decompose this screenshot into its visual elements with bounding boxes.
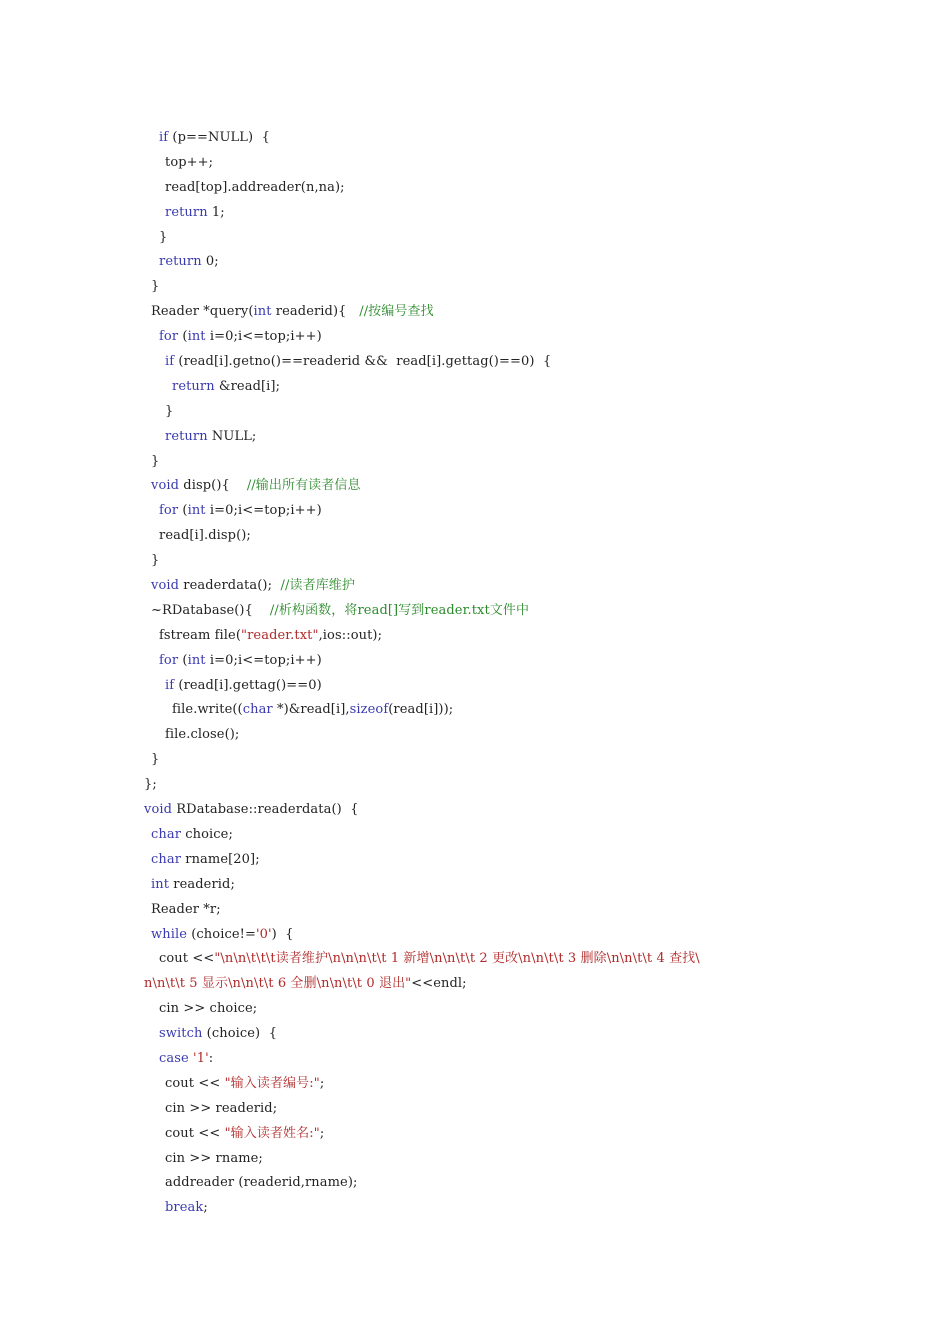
code-keyword: int [187, 329, 206, 345]
code-text: ( [178, 329, 188, 345]
code-text: (read[i])); [388, 702, 454, 718]
code-text: (read[i].getno()==readerid && read[i].gettag()==0) { [174, 354, 552, 370]
code-text: ; [203, 1200, 208, 1216]
code-keyword: sizeof [349, 702, 389, 718]
code-keyword: int [187, 652, 206, 668]
code-text: addreader (readerid,rname); [165, 1175, 358, 1191]
code-text: (read[i].gettag()==0) [174, 677, 322, 693]
code-comment: //读者库维护 [280, 578, 355, 594]
code-text: RDatabase::readerdata() { [172, 802, 359, 818]
code-line [0, 823, 950, 848]
code-line [0, 674, 950, 699]
code-line [0, 499, 950, 524]
code-line [0, 1072, 950, 1097]
code-text: Reader *query( [151, 304, 254, 320]
code-keyword: void [151, 478, 180, 494]
code-text: disp(){ [179, 478, 247, 494]
code-text: read[i].disp(); [159, 528, 251, 544]
code-keyword: char [151, 826, 182, 842]
code-text: } [151, 752, 160, 768]
code-line [0, 350, 950, 375]
code-line [0, 250, 950, 275]
code-text: fstream file( [159, 627, 242, 643]
code-line [0, 649, 950, 674]
code-text: &read[i]; [214, 378, 281, 394]
code-keyword: int [253, 304, 272, 320]
code-keyword: switch [159, 1026, 203, 1042]
code-line [0, 574, 950, 599]
code-keyword: int [187, 503, 206, 519]
code-line [0, 275, 950, 300]
code-line [0, 151, 950, 176]
code-line [0, 624, 950, 649]
code-keyword: while [151, 926, 188, 942]
code-text: } [151, 553, 160, 569]
code-block [0, 126, 950, 1221]
code-text: } [151, 279, 160, 295]
code-line [0, 126, 950, 151]
code-keyword: return [165, 428, 208, 444]
code-keyword: char [151, 851, 182, 867]
code-keyword: if [159, 130, 169, 145]
code-text: : [208, 1050, 214, 1066]
code-line [0, 1196, 950, 1221]
code-line [0, 748, 950, 773]
code-text: i=0;i<=top;i++) [205, 652, 322, 668]
code-text: readerid){ [271, 304, 360, 320]
code-line [0, 997, 950, 1022]
code-text: cout << [159, 951, 215, 967]
code-keyword: void [151, 578, 180, 594]
code-line [0, 773, 950, 798]
code-line [0, 300, 950, 325]
code-keyword: for [159, 503, 179, 519]
code-text: file.write(( [172, 702, 243, 718]
code-string: '1' [193, 1050, 209, 1066]
code-line [0, 425, 950, 450]
code-text: ; [319, 1125, 325, 1141]
code-keyword: if [165, 677, 175, 693]
code-text: read[top].addreader(n,na); [165, 179, 345, 195]
code-keyword: break [165, 1200, 204, 1216]
code-line [0, 698, 950, 723]
code-keyword: return [172, 378, 215, 394]
code-line [0, 450, 950, 475]
code-line [0, 549, 950, 574]
code-line [0, 1171, 950, 1196]
code-keyword: if [165, 354, 175, 370]
code-comment: //按编号查找 [359, 304, 434, 320]
code-text: }; [144, 777, 157, 793]
code-line [0, 325, 950, 350]
code-string: "reader.txt" [241, 627, 319, 643]
code-line [0, 400, 950, 425]
code-line [0, 1097, 950, 1122]
code-line [0, 226, 950, 251]
code-line [0, 972, 950, 997]
code-text: 0; [201, 254, 219, 270]
code-line [0, 848, 950, 873]
code-line [0, 524, 950, 549]
code-text: ,ios::out); [318, 627, 383, 643]
code-line [0, 176, 950, 201]
code-text: top++; [165, 154, 214, 170]
code-text: choice; [181, 826, 233, 842]
code-text: ~RDatabase(){ [151, 602, 270, 618]
code-line [0, 1147, 950, 1172]
code-text: rname[20]; [181, 851, 260, 867]
code-text: (choice!= [187, 926, 256, 942]
code-string: n\n\t\t 5 显示\n\n\t\t 6 全删\n\n\t\t 0 退出" [144, 976, 412, 992]
code-text: (choice) { [202, 1026, 278, 1042]
code-text: <<endl; [411, 976, 467, 992]
code-keyword: return [165, 204, 208, 220]
code-comment: //输出所有读者信息 [246, 478, 361, 494]
code-keyword: return [159, 254, 202, 270]
code-text: NULL; [207, 428, 257, 444]
code-line [0, 1122, 950, 1147]
code-keyword: for [159, 329, 179, 345]
code-text: ; [319, 1075, 325, 1091]
code-text: readerid; [169, 876, 235, 892]
code-line [0, 201, 950, 226]
code-keyword: for [159, 652, 179, 668]
code-keyword: char [242, 702, 273, 718]
code-text: Reader *r; [151, 901, 221, 917]
code-string: "输入读者编号:" [224, 1075, 320, 1091]
code-text: cin >> rname; [165, 1150, 263, 1166]
code-line [0, 1047, 950, 1072]
code-text: cin >> readerid; [165, 1100, 278, 1116]
code-text: ) { [271, 926, 294, 942]
code-string: '0' [255, 926, 272, 942]
code-line [0, 599, 950, 624]
code-text: cin >> choice; [159, 1001, 258, 1017]
code-line [0, 798, 950, 823]
code-keyword: int [151, 876, 170, 892]
code-line [0, 1022, 950, 1047]
code-text: file.close(); [165, 727, 240, 743]
code-line [0, 723, 950, 748]
code-keyword: case [159, 1050, 189, 1066]
code-text: *)&read[i], [272, 702, 350, 718]
code-text: ( [178, 503, 188, 519]
code-text: (p==NULL) { [168, 130, 270, 145]
code-text: readerdata(); [179, 578, 281, 594]
code-text: } [151, 453, 160, 469]
code-line [0, 923, 950, 948]
code-line [0, 474, 950, 499]
code-text: cout << [165, 1075, 225, 1091]
code-text: ( [178, 652, 188, 668]
code-line [0, 873, 950, 898]
code-line [0, 947, 950, 972]
code-text: } [165, 403, 174, 419]
code-comment: //析构函数，将read[]写到reader.txt文件中 [269, 602, 530, 618]
code-line [0, 898, 950, 923]
code-keyword: void [144, 802, 173, 818]
code-text: i=0;i<=top;i++) [205, 503, 322, 519]
code-string: "输入读者姓名:" [224, 1125, 320, 1141]
code-string: "\n\n\t\t\t读者维护\n\n\n\t\t 1 新增\n\n\t\t 2 更改\n\n\t\t 3 删除\n\n\t\t 4 查找\ [214, 951, 700, 967]
code-text: } [159, 229, 168, 245]
code-text: cout << [165, 1125, 225, 1141]
code-line [0, 375, 950, 400]
code-text: i=0;i<=top;i++) [205, 329, 322, 345]
code-text: 1; [207, 204, 225, 220]
